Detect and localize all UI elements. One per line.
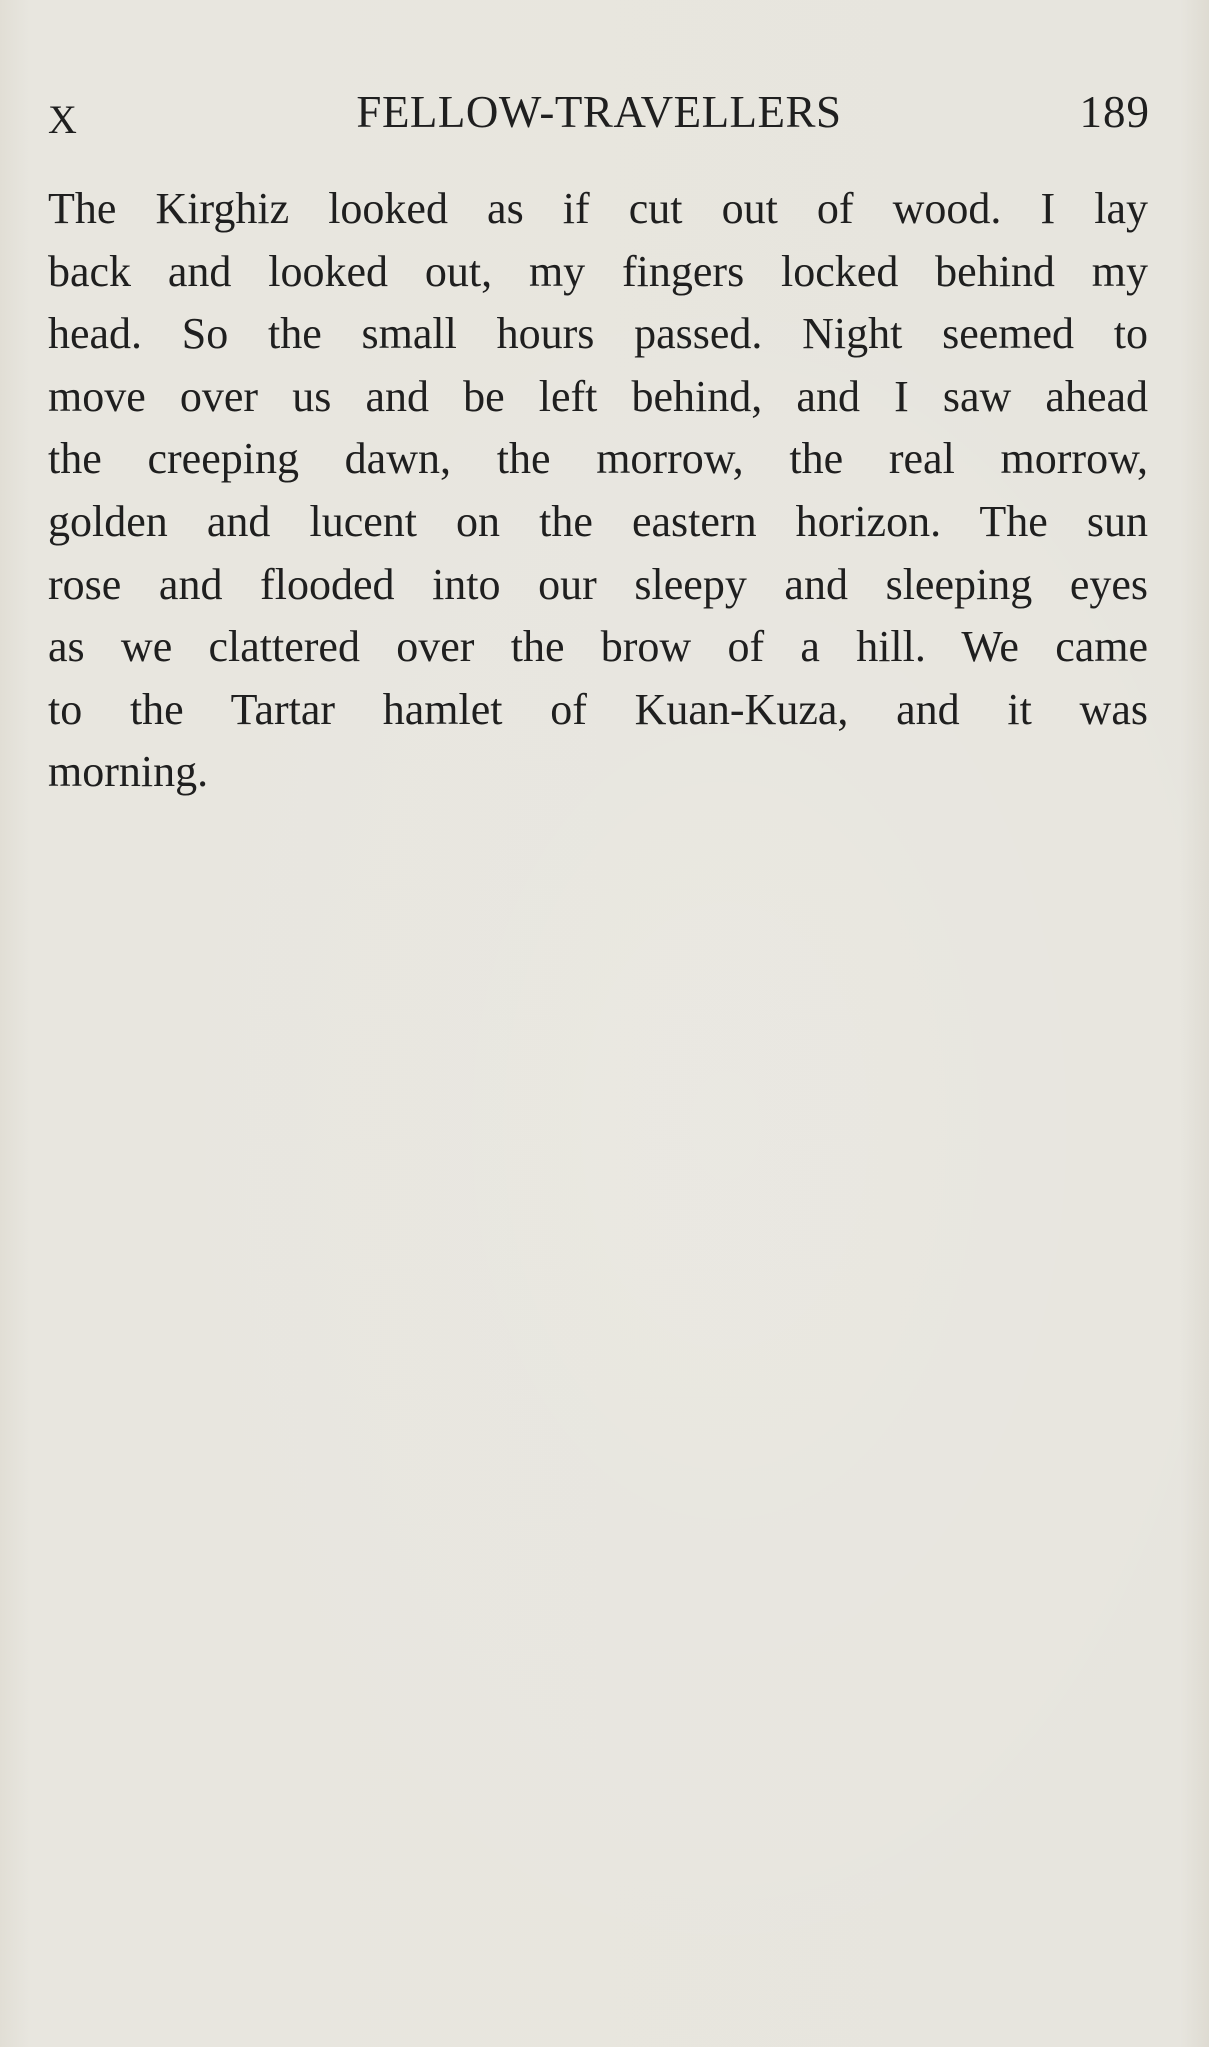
text-line: move over us and be left behind, and I saw ahead <box>48 371 1148 421</box>
body-paragraph <box>48 178 1148 804</box>
text-line: the creeping dawn, the morrow, the real morrow, <box>48 434 1148 484</box>
text-line: rose and flooded into our sleepy and sleeping eyes <box>48 559 1148 609</box>
text-line: to the Tartar hamlet of Kuan-Kuza, and it was <box>48 684 1148 734</box>
text-line: The Kirghiz looked as if cut out of wood. I lay <box>48 184 1148 233</box>
chapter-number: X <box>48 97 77 142</box>
running-head <box>48 82 1150 142</box>
text-line: head. So the small hours passed. Night seemed to <box>48 309 1148 359</box>
text-line: back and looked out, my fingers locked behind my <box>48 246 1148 296</box>
page-number: 189 <box>1079 87 1150 137</box>
text-line: morning. <box>48 747 209 797</box>
running-title: FELLOW-TRAVELLERS <box>356 87 842 137</box>
text-line: as we clattered over the brow of a hill. We came <box>48 622 1148 672</box>
text-line: golden and lucent on the eastern horizon. The sun <box>48 496 1148 546</box>
